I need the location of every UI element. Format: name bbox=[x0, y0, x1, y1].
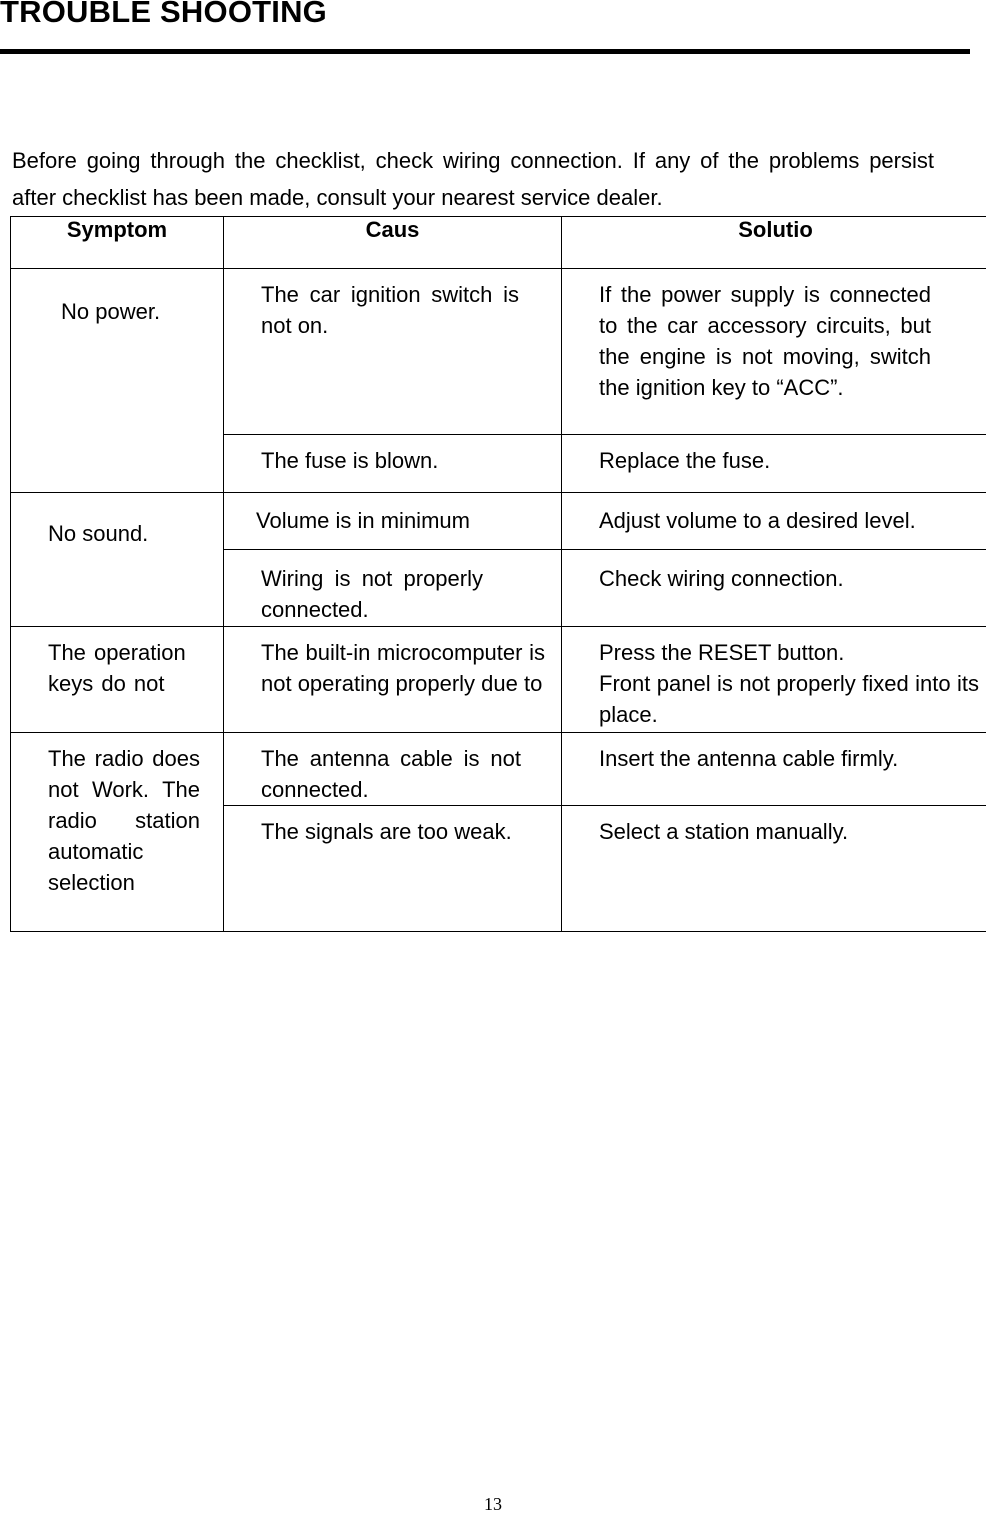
table-header-row bbox=[11, 217, 986, 269]
cause-cell bbox=[224, 550, 562, 627]
page-title: TROUBLE SHOOTING bbox=[0, 0, 327, 30]
cause-text: The antenna cable is not connected. bbox=[224, 733, 521, 805]
solution-cell bbox=[562, 733, 986, 806]
header-solution: Solutio bbox=[562, 217, 986, 269]
solution-text: Replace the fuse. bbox=[562, 435, 986, 476]
cause-cell bbox=[224, 627, 562, 733]
cause-text: The signals are too weak. bbox=[224, 806, 561, 847]
solution-line: Front panel is not properly fixed into its place. bbox=[599, 668, 979, 730]
solution-cell bbox=[562, 493, 986, 550]
cause-cell bbox=[224, 493, 562, 550]
solution-text: If the power supply is connected to the car accessory circuits, but the engine is not moving, switch the ignition key to “ACC”. bbox=[562, 269, 931, 403]
title-underline bbox=[0, 49, 970, 54]
cause-cell bbox=[224, 435, 562, 493]
page-number: 13 bbox=[0, 1494, 986, 1515]
cause-text: The built-in microcomputer is not operating properly due to bbox=[224, 627, 545, 699]
symptom-cell bbox=[11, 269, 224, 493]
cause-text: The car ignition switch is not on. bbox=[224, 269, 519, 341]
symptom-cell bbox=[11, 733, 224, 932]
table-row bbox=[11, 733, 986, 806]
symptom-text: The operation keys do not bbox=[11, 627, 198, 699]
intro-paragraph: Before going through the checklist, check wiring connection. If any of the problems persist after checklist has been made, consult your nearest service dealer. bbox=[12, 142, 934, 216]
cause-cell bbox=[224, 733, 562, 806]
solution-cell bbox=[562, 806, 986, 932]
symptom-text: No sound. bbox=[11, 493, 223, 549]
symptom-cell bbox=[11, 493, 224, 627]
solution-cell bbox=[562, 269, 986, 435]
solution-cell bbox=[562, 627, 986, 733]
cause-text: Wiring is not properly connected. bbox=[224, 550, 483, 625]
troubleshooting-table bbox=[10, 216, 986, 932]
table-row bbox=[11, 627, 986, 733]
header-symptom: Symptom bbox=[11, 217, 224, 269]
cause-text: Volume is in minimum bbox=[224, 493, 561, 536]
cause-cell bbox=[224, 269, 562, 435]
header-cause: Caus bbox=[224, 217, 562, 269]
symptom-cell bbox=[11, 627, 224, 733]
solution-cell bbox=[562, 435, 986, 493]
symptom-text: No power. bbox=[11, 269, 223, 327]
solution-text: Check wiring connection. bbox=[562, 550, 986, 594]
table-row bbox=[11, 269, 986, 435]
table-row bbox=[11, 493, 986, 550]
symptom-text: The radio does not Work. The radio station automatic selection bbox=[11, 733, 200, 898]
solution-text: Insert the antenna cable firmly. bbox=[562, 733, 986, 774]
solution-cell bbox=[562, 550, 986, 627]
cause-text: The fuse is blown. bbox=[224, 435, 561, 476]
solution-text: Adjust volume to a desired level. bbox=[562, 493, 986, 536]
solution-text: Select a station manually. bbox=[562, 806, 986, 847]
cause-cell bbox=[224, 806, 562, 932]
solution-line: Press the RESET button. bbox=[599, 637, 979, 668]
